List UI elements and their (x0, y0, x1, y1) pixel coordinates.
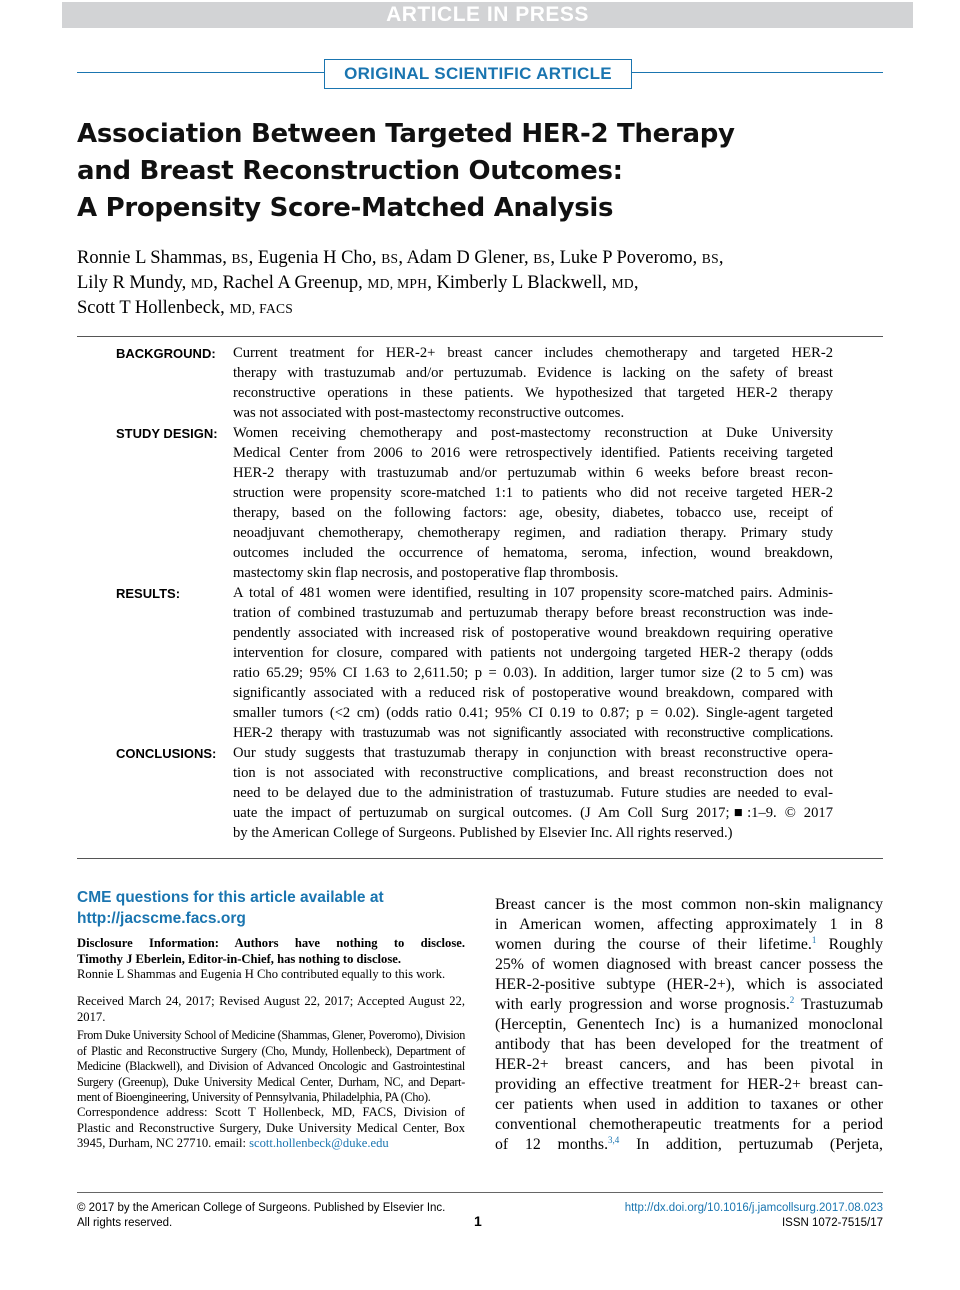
text-line: Breast cancer is the most common non-skin malignancy (495, 896, 883, 913)
abstract-bottom-rule (77, 858, 883, 859)
study-design-label: STUDY DESIGN: (116, 426, 218, 441)
issn-line: ISSN 1072-7515/17 (781, 1217, 883, 1229)
author-line (77, 296, 897, 321)
conclusions-text (233, 743, 833, 843)
text-line: therapy, based on the following factors: age, obesity, diabetes, tobacco use, receipt of (233, 505, 833, 521)
text-line: 2017. (77, 1009, 106, 1024)
doi-link[interactable]: http://dx.doi.org/10.1016/j.jamcollsurg.2017.08.023 (624, 1202, 883, 1214)
section-label: ORIGINAL SCIENTIFIC ARTICLE (344, 64, 612, 83)
article-title (77, 116, 877, 227)
text-line: Current treatment for HER-2+ breast cancer includes chemotherapy and targeted HER-2 (233, 345, 833, 361)
text-line: ratio 65.29; 95% CI 1.63 to 2,611.50; p = 0.03). In addition, larger tumor size (2 to 5 cm) was (233, 665, 833, 681)
title-line: and Breast Reconstruction Outcomes: (77, 156, 623, 186)
text-line: From Duke University School of Medicine (Shammas, Glener, Poveromo), Division (77, 1028, 466, 1042)
text-line: Surgery (Greenup), Duke University Medical Center, Durham, NC, and Depart- (77, 1074, 465, 1089)
text-line: Medical Center from 2006 to 2016 were retrospectively identified. Patients receiving targeted (233, 445, 833, 461)
disclosure-note (77, 936, 465, 983)
text-line: by the American College of Surgeons. Published by Elsevier Inc. All rights reserved.) (233, 825, 733, 841)
author-name: Adam D Glener, (406, 248, 529, 268)
received-note (77, 994, 465, 1025)
text-span: with early progression and worse prognosis. (495, 996, 790, 1013)
results-text (233, 583, 833, 743)
text-line: HER-2 therapy with trastuzumab and/or pertuzumab within 6 weeks before breast recon- (233, 465, 833, 481)
author-degree: MD (190, 276, 214, 291)
contribution-note: Ronnie L Shammas and Eugenia H Cho contributed equally to this work. (77, 967, 446, 982)
text-line: 25% of women diagnosed with breast cancer possess the (495, 956, 883, 973)
text-line: HER-2 therapy with trastuzumab was not significantly associated with reconstructive complications. (233, 725, 833, 741)
text-line: neoadjuvant chemotherapy, chemotherapy regimen, and radiation therapy. Primary study (233, 525, 833, 541)
text-line: Plastic and Reconstructive Surgery, Duke University Medical Center, Box (77, 1120, 465, 1135)
reference-link[interactable]: 2 (789, 995, 795, 1005)
text-span: In addition, pertuzumab (Perjeta, (619, 1136, 883, 1153)
text-line: significantly associated with a reduced risk of postoperative wound breakdown, compared with (233, 685, 833, 701)
text-line: was not associated with post-mastectomy reconstructive outcomes. (233, 405, 625, 421)
text-line (495, 1135, 883, 1155)
text-line (495, 995, 883, 1015)
email-link[interactable]: scott.hollenbeck@duke.edu (249, 1136, 389, 1151)
title-line: A Propensity Score-Matched Analysis (77, 193, 614, 223)
study-design-text (233, 423, 833, 583)
author-name: Ronnie L Shammas, (77, 248, 227, 268)
text-line: Women receiving chemotherapy and post-mastectomy reconstruction at Duke University (233, 425, 833, 441)
text-line: Timothy J Eberlein, Editor-in-Chief, has nothing to disclose. (77, 951, 401, 966)
reference-link[interactable]: 1 (811, 935, 817, 945)
text-line: HER-2+ breast cancers, and has been pivotal in (495, 1056, 883, 1073)
text-line: cer patients when used in addition to taxanes or other (495, 1096, 883, 1113)
author-name: Luke P Poveromo, (559, 248, 698, 268)
text-line (77, 1136, 465, 1152)
section-rule-right (632, 72, 883, 73)
text-line: in American women, affecting approximately 1 in 8 (495, 916, 883, 933)
text-line: reconstructive operations in these patients. We hypothesized that targeted HER-2 therapy (233, 385, 833, 401)
text-line: therapy with trastuzumab and/or pertuzumab. Evidence is lacking on the safety of breast (233, 365, 833, 381)
author-name: Lily R Mundy, (77, 273, 187, 293)
author-degree: BS (231, 251, 249, 266)
cme-notice (77, 887, 384, 929)
address-text: 3945, Durham, NC 27710. email: (77, 1136, 250, 1151)
text-line: tration of combined trastuzumab and pertuzumab therapy before breast reconstruction was inde- (233, 605, 833, 621)
background-text (233, 343, 833, 423)
author-line: Ronnie L Shammas, BS, Eugenia H Cho, BS, Adam D Glener, BS, Luke P Poveromo, BS, (77, 248, 724, 268)
text-line: intervention for closure, compared with patients not undergoing targeted HER-2 therapy (odds (233, 645, 833, 661)
banner-text: ARTICLE IN PRESS (386, 3, 589, 26)
text-line: conventional chemotherapeutic treatments for a period (495, 1116, 883, 1133)
reference-link[interactable]: 3,4 (608, 1135, 620, 1145)
results-label: RESULTS: (116, 586, 181, 601)
conclusions-label: CONCLUSIONS: (116, 746, 217, 761)
footer-rule (77, 1192, 883, 1193)
title-line: Association Between Targeted HER-2 Therapy (77, 119, 735, 149)
author-name: Kimberly L Blackwell, (436, 273, 607, 293)
author-name: Rachel A Greenup, (222, 273, 363, 293)
text-line: Correspondence address: Scott T Hollenbeck, MD, FACS, Division of (77, 1105, 465, 1119)
author-line: Lily R Mundy, MD, Rachel A Greenup, MD, MPH, Kimberly L Blackwell, MD, (77, 273, 639, 293)
author-degree: MD, MPH (367, 276, 428, 291)
page-number: 1 (474, 1213, 482, 1229)
text-line: smaller tumors (<2 cm) (odds ratio 0.41; 95% CI 0.19 to 0.87; p = 0.02). Single-agent targeted (233, 705, 833, 721)
background-label: BACKGROUND: (116, 346, 216, 361)
footer-copyright (77, 1201, 445, 1231)
text-line: A total of 481 women were identified, resulting in 107 propensity score-matched pairs. Adminis- (233, 585, 833, 601)
author-degree: MD, FACS (229, 301, 294, 316)
text-line: Disclosure Information: Authors have nothing to disclose. (77, 936, 465, 950)
author-name: Eugenia H Cho, (257, 248, 377, 268)
author-degree: BS (533, 251, 551, 266)
section-label-box (324, 59, 632, 89)
body-text (495, 895, 883, 1155)
text-line: HER-2-positive subtype (HER-2+), which is associated (495, 976, 883, 993)
text-span: Roughly (816, 936, 883, 953)
author-list (77, 246, 897, 321)
text-line: outcomes included the occurrence of hematoma, seroma, infection, wound breakdown, (233, 545, 833, 561)
text-line: pendently associated with increased risk of postoperative wound breakdown requiring operative (233, 625, 833, 641)
text-line: providing an effective treatment for HER-2+ breast can- (495, 1076, 883, 1093)
author-degree: BS (381, 251, 399, 266)
footer-identifiers (625, 1201, 883, 1231)
copyright-line: © 2017 by the American College of Surgeons. Published by Elsevier Inc. (77, 1202, 446, 1214)
text-line: mastectomy skin flap necrosis, and postoperative flap thrombosis. (233, 565, 619, 581)
text-line: struction were propensity score-matched 1:1 to patients who did not receive targeted HER-2 (233, 485, 833, 501)
abstract-top-rule (77, 336, 883, 337)
text-line: (Herceptin, Genentech Inc) is a humanized monoclonal (495, 1016, 883, 1033)
affiliation-note (77, 1028, 465, 1106)
section-rule-left (77, 72, 324, 73)
cme-link[interactable]: http://jacscme.facs.org (77, 910, 246, 927)
text-line: ment of Bioengineering, University of Pennsylvania, Philadelphia, PA (Cho). (77, 1090, 431, 1105)
text-line: uate the impact of pertuzumab on surgical outcomes. (J Am Coll Surg 2017;■:1–9. © 2017 (233, 805, 833, 821)
text-span: of 12 months. (495, 1136, 609, 1153)
cme-line: CME questions for this article available at (77, 889, 384, 906)
text-line: of Plastic and Reconstructive Surgery (Cho, Mundy, Hollenbeck), Department of (77, 1043, 465, 1058)
text-line (495, 935, 883, 955)
correspondence-note (77, 1105, 465, 1152)
text-line: need to be delayed due to the administration of trastuzumab. Future studies are needed to eval- (233, 785, 833, 801)
text-line: Medicine (Blackwell), and Division of Advanced Oncologic and Gastrointestinal (77, 1059, 465, 1074)
author-degree: BS (701, 251, 719, 266)
text-line: Our study suggests that trastuzumab therapy in conjunction with breast reconstructive opera- (233, 745, 833, 761)
text-span: Trastuzumab (794, 996, 884, 1013)
text-span: women during the course of their lifetime. (495, 936, 812, 953)
article-in-press-banner (62, 2, 913, 28)
text-line: Received March 24, 2017; Revised August 22, 2017; Accepted August 22, (77, 994, 465, 1008)
text-line: tion is not associated with reconstructive complications, and breast reconstruction does not (233, 765, 833, 781)
author-degree: MD (611, 276, 634, 291)
text-line: antibody that has been developed for the treatment of (495, 1036, 883, 1053)
author-name: Scott T Hollenbeck, (77, 298, 225, 318)
rights-line: All rights reserved. (77, 1217, 173, 1229)
